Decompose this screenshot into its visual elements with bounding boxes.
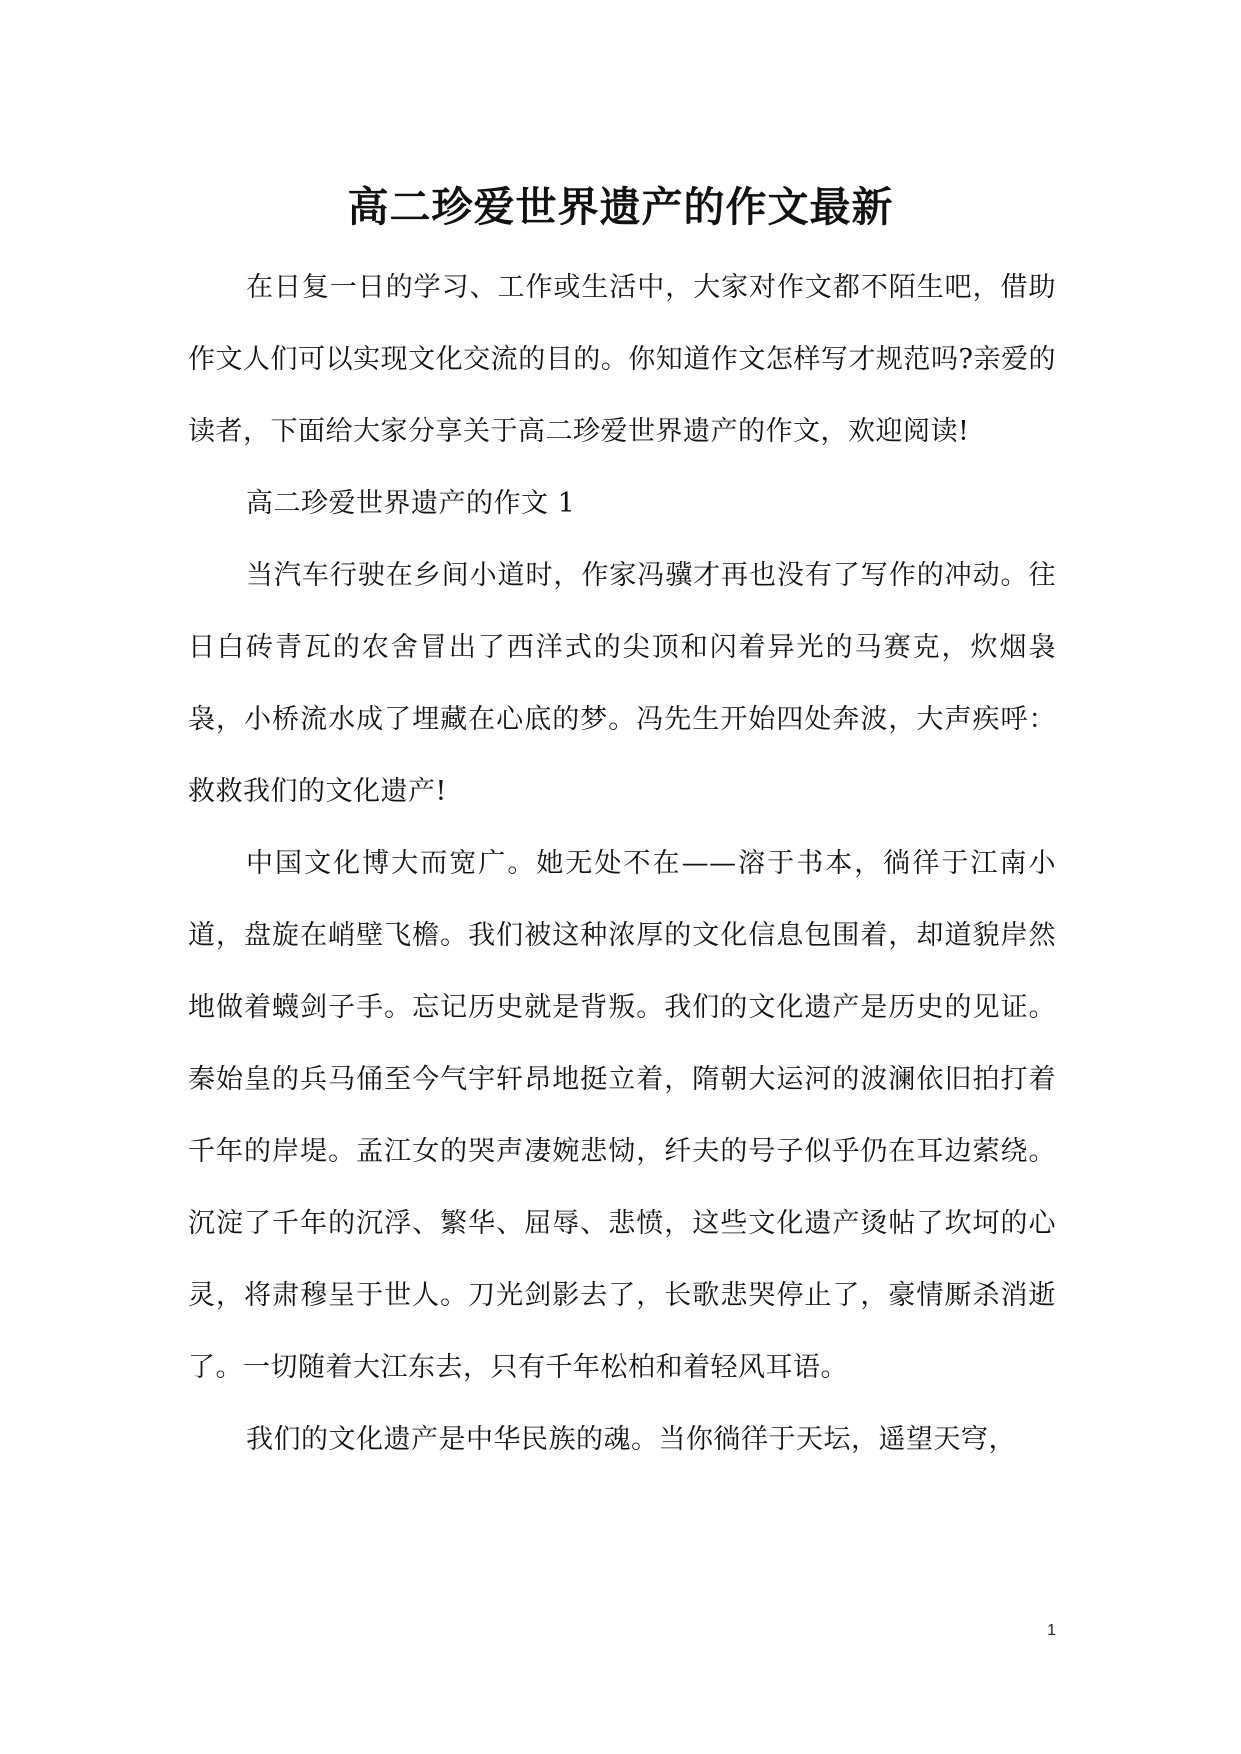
body-paragraph-3: 我们的文化遗产是中华民族的魂。当你徜徉于天坛，遥望天穹， <box>246 1424 1016 1455</box>
body-paragraph-2: 中国文化博大而宽广。她无处不在——溶于书本，徜徉于江南小道，盘旋在峭壁飞檐。我们被这种浓厚的文化信息包围着，却道貌岸然地做着蠛剑子手。忘记历史就是背叛。我们的文化遗产是历史的见证。秦始皇的兵马俑至今气宇轩昂地挺立着，隋朝大运河的波澜依旧拍打着千年的岸堤。孟江女的哭声凄婉悲恸，纤夫的号子似乎仍在耳边萦绕。沉淀了千年的沉浮、繁华、屈辱、悲愤，这些文化遗产烫帖了坎坷的心灵，将肃穆呈于世人。刀光剑影去了，长歌悲哭停止了，豪情厮杀消逝了。一切随着大江东去，只有千年松柏和着轻风耳语。 <box>188 848 1056 1383</box>
document-body <box>188 252 1056 1476</box>
intro-paragraph: 在日复一日的学习、工作或生活中，大家对作文都不陌生吧，借助作文人们可以实现文化交流的目的。你知道作文怎样写才规范吗?亲爱的读者，下面给大家分享关于高二珍爱世界遗产的作文，欢迎阅读! <box>188 272 1056 447</box>
body-paragraph-1: 当汽车行驶在乡间小道时，作家冯骥才再也没有了写作的冲动。往日白砖青瓦的农舍冒出了西洋式的尖顶和闪着异光的马赛克，炊烟袅袅，小桥流水成了埋藏在心底的梦。冯先生开始四处奔波，大声疾呼：救救我们的文化遗产! <box>188 560 1056 807</box>
document-title: 高二珍爱世界遗产的作文最新 <box>347 183 894 232</box>
page-number: 1 <box>1047 1622 1056 1639</box>
section-heading: 高二珍爱世界遗产的作文 1 <box>246 488 576 519</box>
